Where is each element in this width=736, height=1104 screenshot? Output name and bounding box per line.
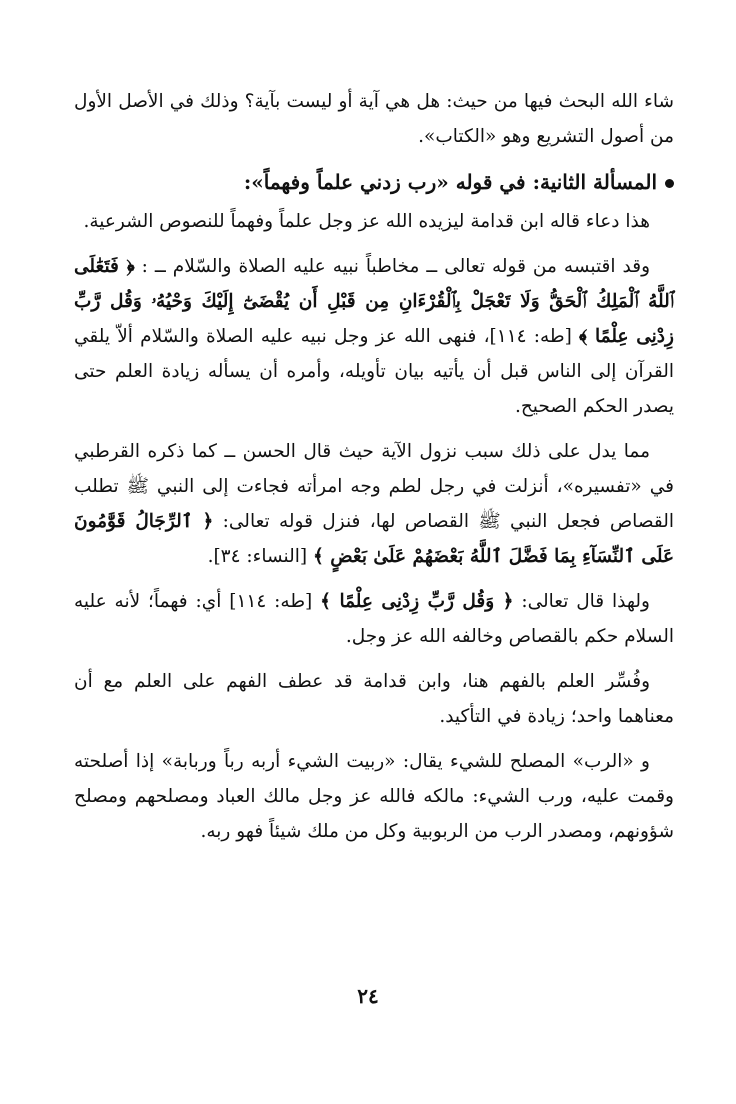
page-number: ٢٤	[357, 984, 379, 1008]
paragraph-dua: هذا دعاء قاله ابن قدامة ليزيده الله عز وجل علماً وفهماً للنصوص الشرعية.	[83, 211, 650, 232]
paragraph-intro: وقد اقتبسه من قوله تعالى ــ مخاطباً نبيه عليه الصلاة والسّلام ــ :	[141, 256, 650, 277]
verse-reference: [النساء: ٣٤].	[207, 546, 308, 567]
paragraph-intro: ولهذا قال تعالى:	[521, 591, 650, 612]
quran-verse-taha: ﴿ فَتَعَٰلَى ٱللَّهُ ٱلْمَلِكُ ٱلْحَقُّ وَلَا تَعْجَلْ بِٱلْقُرْءَانِ مِن قَبْلِ أَن يُقْضَىٰٓ إِلَيْكَ وَحْيُهُۥ وَقُل رَّبِّ زِدْنِى عِلْمًا ﴾	[74, 256, 674, 347]
paragraph-rest: [طه: ١١٤]، فنهى الله عز وجل نبيه عليه الصلاة والسّلام ألاّ يلقي القرآن إلى الناس قبل أن يأتيه بيان تأويله، وأمره أن يسأله زيادة العلم حتى يصدر الحكم الصحيح.	[74, 326, 675, 417]
section-heading	[74, 164, 674, 200]
bullet-icon	[665, 179, 674, 188]
paragraph-quote-taha	[74, 249, 674, 424]
page-body	[74, 84, 674, 849]
paragraph-understanding	[74, 584, 674, 654]
paragraph-text: مما يدل على ذلك سبب نزول الآية حيث قال الحسن ــ كما ذكره القرطبي في «تفسيره»، أنزلت في رجل لطم وجه امرأته فجاءت إلى النبي ﷺ تطلب القصاص فجعل النبي ﷺ القصاص لها، فنزل قوله تعالى:	[74, 441, 674, 532]
paragraph-continuation: شاء الله البحث فيها من حيث: هل هي آية أو ليست بآية؟ وذلك في الأصل الأول من أصول التشريع وهو «الكتاب».	[74, 91, 674, 147]
heading-text: المسألة الثانية: في قوله «رب زدني علماً وفهماً»:	[243, 170, 657, 194]
paragraph-revelation-reason	[74, 434, 674, 574]
paragraph-interpretation: وفُسِّر العلم بالفهم هنا، وابن قدامة قد عطف الفهم على العلم مع أن معناهما واحد؛ زيادة في التأكيد.	[74, 671, 674, 727]
paragraph-rabb-definition: و «الرب» المصلح للشيء يقال: «ربيت الشيء أربه رباً وربابة» إذا أصلحته وقمت عليه، ورب الشيء: مالكه فالله عز وجل مالك العباد ومصلحهم ومصلح شؤونهم، ومصدر الرب من الربوبية وكل من ملك شيئاً فهو ربه.	[74, 751, 674, 842]
quran-verse-nisa: ﴿ ٱلرِّجَالُ قَوَّٰمُونَ عَلَى ٱلنِّسَآءِ بِمَا فَضَّلَ ٱللَّهُ بَعْضَهُمْ عَلَىٰ بَعْضٍ ﴾	[74, 511, 674, 567]
paragraph-rest: [طه: ١١٤] أي: فهماً؛ لأنه عليه السلام حكم بالقصاص وخالفه الله عز وجل.	[74, 591, 674, 647]
quran-verse-short: ﴿ وَقُل رَّبِّ زِدْنِى عِلْمًا ﴾	[320, 591, 514, 612]
